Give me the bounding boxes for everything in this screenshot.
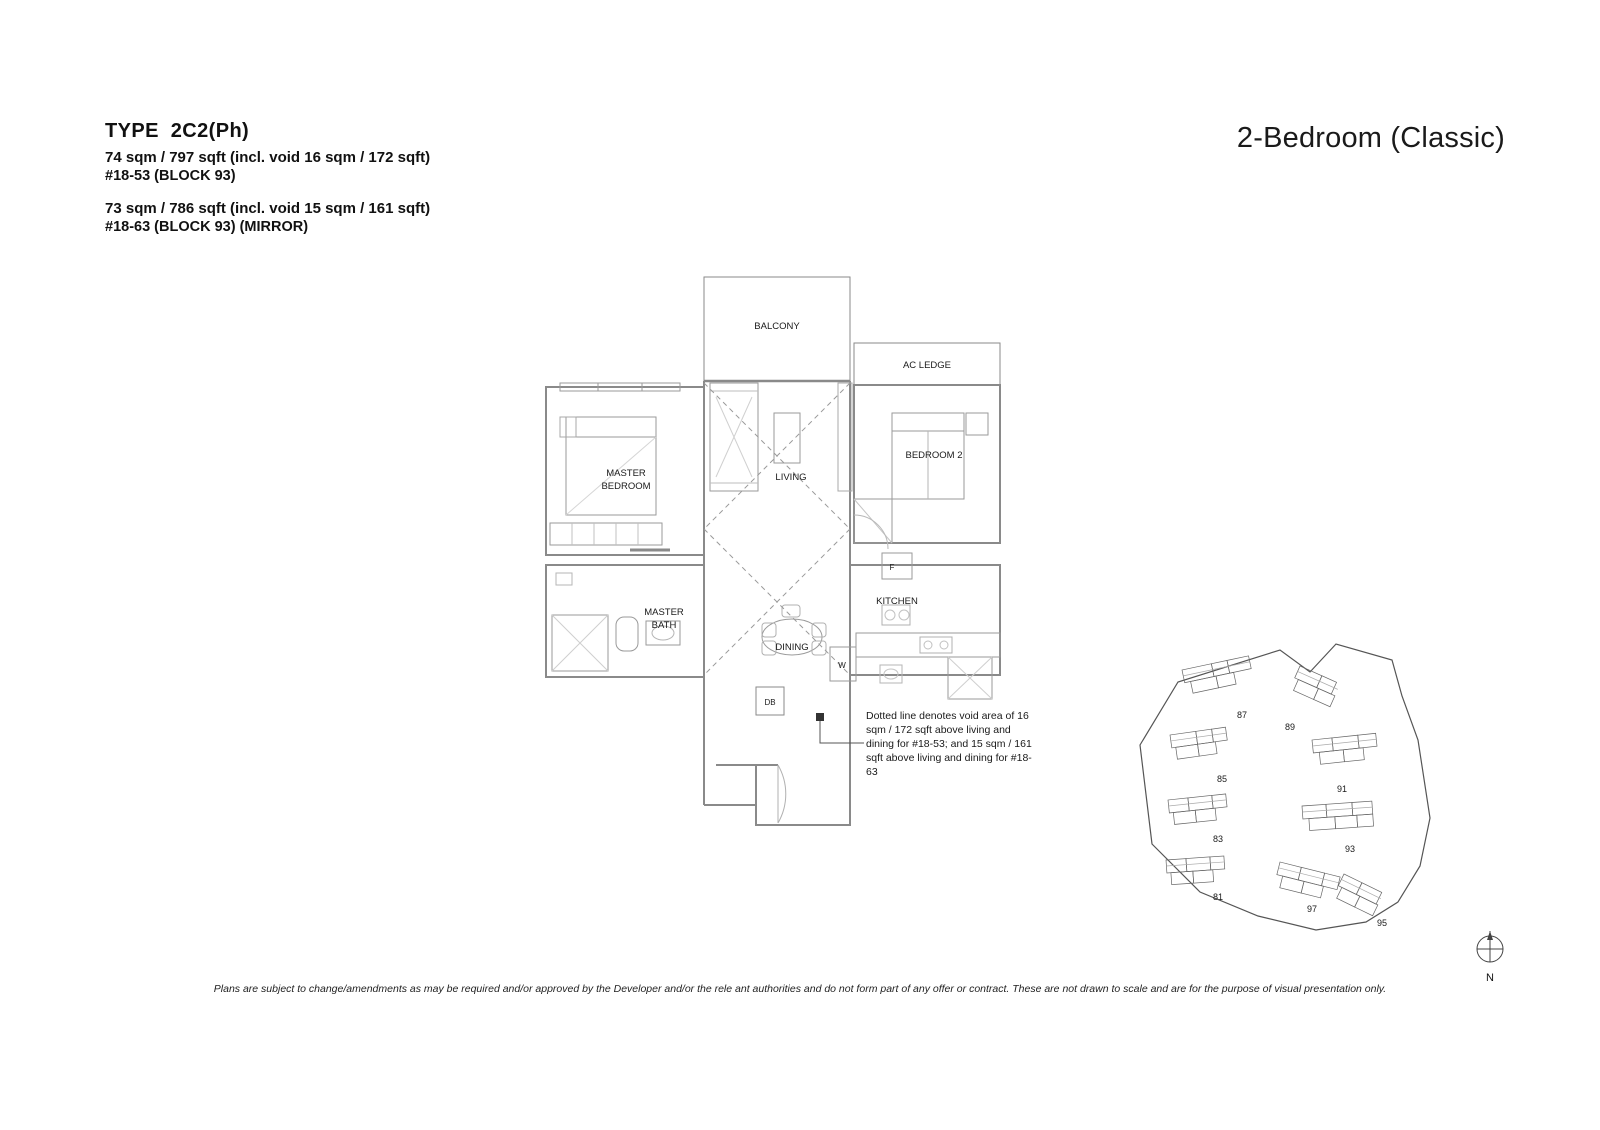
room-label-balcony: BALCONY xyxy=(754,321,800,332)
void-area-note: Dotted line denotes void area of 16 sqm / 172 sqft above living and dining for #18-53; and 15 sqm / 161 sqft above living and dining for #18-63 xyxy=(866,710,1032,778)
keyplan-block-93: 93 xyxy=(1344,844,1356,854)
room-label-master-bedroom-1: MASTER xyxy=(606,468,646,479)
unit-line-primary: #18-53 (BLOCK 93) xyxy=(105,168,236,184)
keyplan-block-85: 85 xyxy=(1216,774,1228,784)
unit-line-mirror: #18-63 (BLOCK 93) (MIRROR) xyxy=(105,219,309,235)
north-indicator xyxy=(1470,930,1510,982)
page-title: TYPE 2C2(Ph) xyxy=(105,120,250,142)
keyplan-block-91: 91 xyxy=(1336,784,1348,794)
north-label: N xyxy=(1486,972,1494,984)
keyplan-block-83: 83 xyxy=(1212,834,1224,844)
room-label-living: LIVING xyxy=(775,472,807,483)
room-label-master-bath-1: MASTER xyxy=(644,607,684,618)
appliance-label-fridge: F xyxy=(889,563,895,572)
site-key-plan xyxy=(1130,630,1490,950)
panel-label-db: DB xyxy=(764,698,776,707)
compass-icon xyxy=(1470,930,1510,966)
room-label-master-bath-2: BATH xyxy=(651,620,677,631)
keyplan-block-95: 95 xyxy=(1376,918,1388,928)
room-label-bedroom-2: BEDROOM 2 xyxy=(905,450,963,461)
room-label-kitchen: KITCHEN xyxy=(876,596,918,607)
room-label-master-bedroom-2: BEDROOM xyxy=(601,481,651,492)
keyplan-block-89: 89 xyxy=(1284,722,1296,732)
disclaimer-text: Plans are subject to change/amendments as may be required and/or approved by the Developer and/or the rele ant authorities and do not form part of any offer or contract. These are not drawn to scale and are for the purpose of visual presentation only. xyxy=(213,983,1387,995)
bedroom-type-label: 2-Bedroom (Classic) xyxy=(1236,122,1505,154)
room-label-ac-ledge: AC LEDGE xyxy=(902,360,952,371)
keyplan-block-81: 81 xyxy=(1212,892,1224,902)
area-line-primary: 74 sqm / 797 sqft (incl. void 16 sqm / 172 sqft) xyxy=(105,149,431,166)
keyplan-block-87: 87 xyxy=(1236,710,1248,720)
floorplan-drawing xyxy=(520,265,1080,875)
appliance-label-washer: W xyxy=(838,661,846,670)
area-line-mirror: 73 sqm / 786 sqft (incl. void 15 sqm / 161 sqft) xyxy=(105,200,431,217)
site-boundary xyxy=(1140,644,1430,930)
room-label-dining: DINING xyxy=(775,642,809,653)
keyplan-block-97: 97 xyxy=(1306,904,1318,914)
plan-header xyxy=(105,120,805,235)
